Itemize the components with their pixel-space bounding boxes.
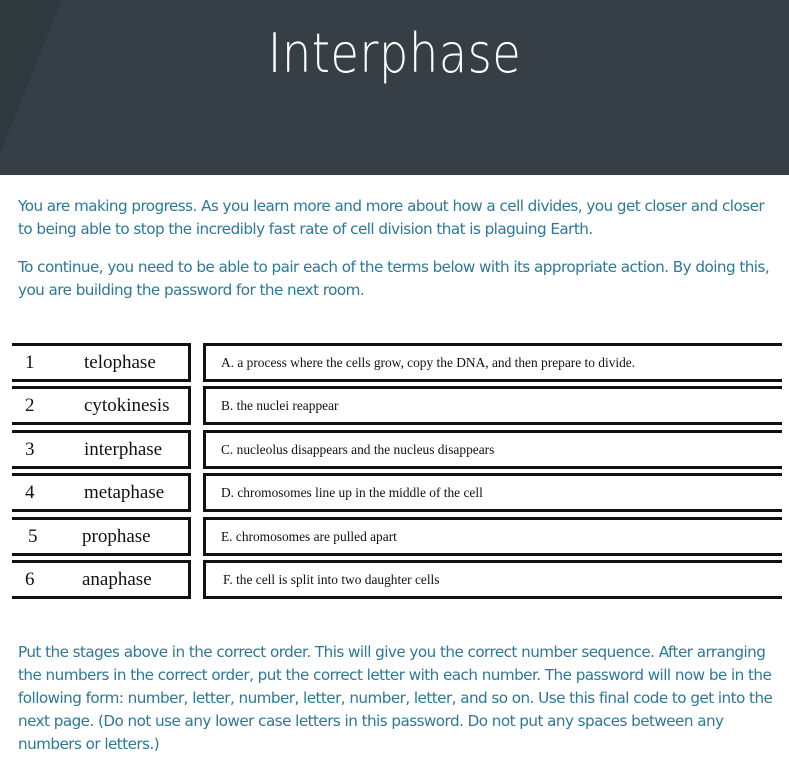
term-label: prophase [82,526,151,547]
table-row [0,560,789,600]
term-cell [12,430,191,469]
table-row [0,430,789,470]
page-title: Interphase [267,22,522,85]
definition-text: A. a process where the cells grow, copy the DNA, and then prepare to divide. [221,355,636,370]
intro-paragraph-2: To continue, you need to be able to pair each of the terms below with its appropriate action. By doing this, you are building the password for the next room. [18,258,770,299]
term-cell [12,386,191,425]
term-label: anaphase [82,569,152,590]
term-number: 1 [25,352,35,373]
term-number: 5 [28,526,38,547]
table-row [0,343,789,383]
term-number: 6 [25,569,35,590]
intro-paragraph-1: You are making progress. As you learn more and more about how a cell divides, you get closer and closer to being able to stop the incredibly fast rate of cell division that is plaguing Earth. [18,197,765,238]
definition-text: E. chromosomes are pulled apart [221,529,397,544]
term-number: 4 [25,482,35,503]
term-cell [12,560,191,599]
definition-text: F. the cell is split into two daughter cells [223,572,440,587]
definition-cell [203,386,782,425]
definition-cell [203,343,782,382]
definition-text: B. the nuclei reappear [221,398,339,413]
table-row [0,386,789,426]
definition-text: C. nucleolus disappears and the nucleus disappears [221,442,495,457]
table-row [0,517,789,557]
term-cell [12,473,191,512]
table-row [0,473,789,513]
term-number: 3 [25,439,35,460]
definition-cell [203,430,782,469]
definition-cell [203,560,782,599]
term-label: interphase [84,439,163,460]
term-label: cytokinesis [84,395,170,416]
definition-cell [203,473,782,512]
term-label: metaphase [84,482,165,503]
definition-cell [203,517,782,556]
definition-text: D. chromosomes line up in the middle of the cell [221,485,483,500]
instructions-paragraph: Put the stages above in the correct order. This will give you the correct number sequence. After arranging the numbers in the correct order, put the correct letter with each number. The password will now be in the following form: number, letter, number, letter, number, letter, and so on. Use this final code to get into the next page. (Do not use any lower case letters in this password. Do not put any spaces between any numbers or letters.) [18,643,773,753]
term-number: 2 [25,395,35,416]
term-label: telophase [84,352,156,373]
page-header [0,0,789,175]
term-cell [12,517,191,556]
term-cell [12,343,191,382]
